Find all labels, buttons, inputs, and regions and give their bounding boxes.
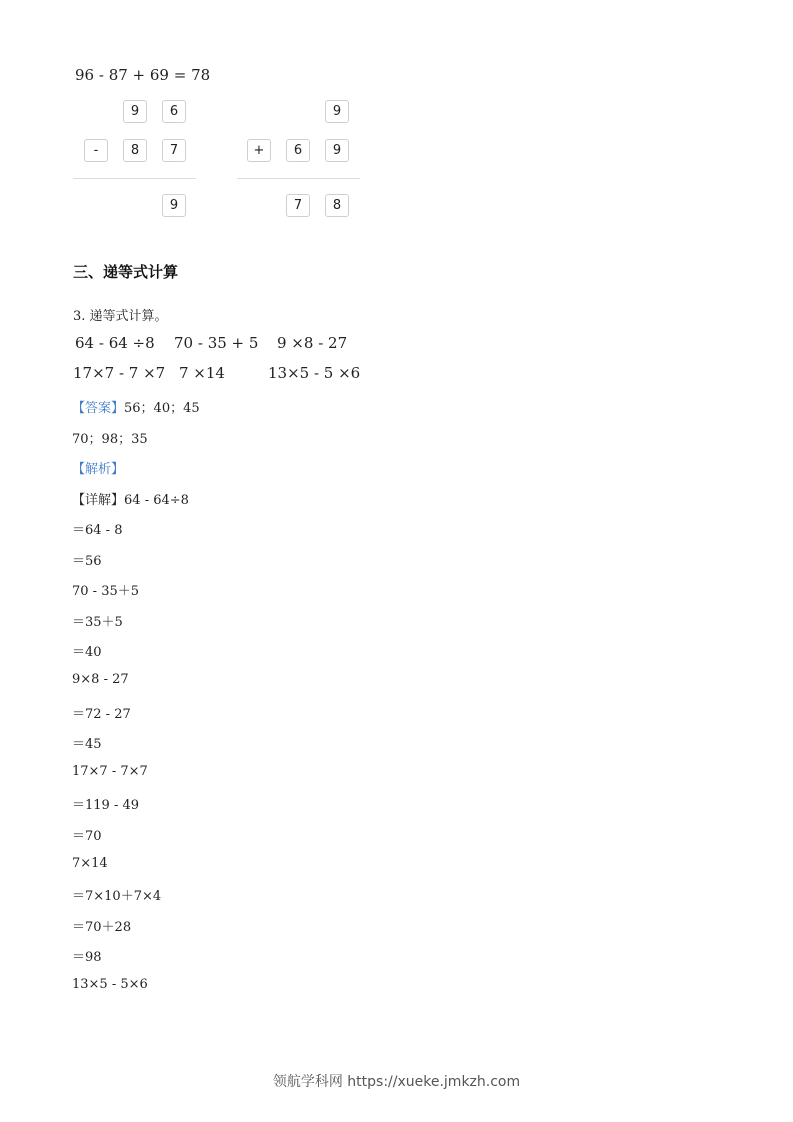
- solution-step: ＝119 - 49: [72, 798, 140, 813]
- solution-step: 9×8 - 27: [72, 672, 129, 687]
- solution-step: ＝98: [72, 950, 102, 965]
- solution-step: ＝70: [72, 829, 102, 844]
- answer-line: [72, 397, 200, 416]
- solution-step: ＝45: [72, 737, 102, 752]
- solution-step: ＝40: [72, 645, 102, 660]
- solution-step: 70 - 35＋5: [72, 584, 140, 599]
- solution-step: ＝7×10＋7×4: [72, 889, 162, 904]
- vertical-right-digit: 9: [325, 100, 349, 123]
- vertical-left-result-digit: 9: [162, 194, 186, 217]
- vertical-right-result-digit: 7: [286, 194, 310, 217]
- expression: 7 ×14: [179, 364, 225, 382]
- solution-step: 64 - 64÷8: [124, 493, 189, 508]
- vertical-left-digit: 8: [123, 139, 147, 162]
- answer-values: 56；40；45: [124, 401, 200, 416]
- expression: 64 - 64 ÷8: [75, 334, 155, 352]
- vertical-left-digit: 9: [123, 100, 147, 123]
- vertical-right-divider: [237, 178, 360, 179]
- answer-label: 【答案】: [72, 401, 125, 416]
- solution-step: ＝35＋5: [72, 615, 123, 630]
- solution-step: ＝64 - 8: [72, 523, 123, 538]
- section-title: 三、递等式计算: [73, 263, 179, 281]
- analysis-label: 【解析】: [72, 462, 125, 477]
- solution-step: 13×5 - 5×6: [72, 977, 148, 992]
- footer-link[interactable]: 领航学科网 https://xueke.jmkzh.com: [272, 1074, 521, 1090]
- vertical-right-operator: +: [247, 139, 271, 162]
- vertical-left-operator: -: [84, 139, 108, 162]
- solution-step: ＝56: [72, 554, 102, 569]
- vertical-left-divider: [73, 178, 196, 179]
- answer-line-2: 70；98；35: [72, 432, 148, 447]
- solution-step: ＝72 - 27: [72, 707, 131, 722]
- vertical-right-digit: 6: [286, 139, 310, 162]
- expression: 70 - 35 + 5: [174, 334, 259, 352]
- solution-step: 17×7 - 7×7: [72, 764, 148, 779]
- solution-step: 7×14: [72, 856, 108, 871]
- vertical-right-result-digit: 8: [325, 194, 349, 217]
- vertical-left-digit: 6: [162, 100, 186, 123]
- expression: 9 ×8 - 27: [277, 334, 348, 352]
- expression: 13×5 - 5 ×6: [268, 364, 361, 382]
- top-equation: 96 - 87 + 69 = 78: [75, 66, 211, 84]
- vertical-right-digit: 9: [325, 139, 349, 162]
- vertical-left-digit: 7: [162, 139, 186, 162]
- detail-label: 【详解】: [72, 493, 125, 508]
- question-title: 3. 递等式计算。: [73, 309, 168, 324]
- expression: 17×7 - 7 ×7: [73, 364, 166, 382]
- solution-step: ＝70＋28: [72, 920, 132, 935]
- detail-line: [72, 489, 189, 508]
